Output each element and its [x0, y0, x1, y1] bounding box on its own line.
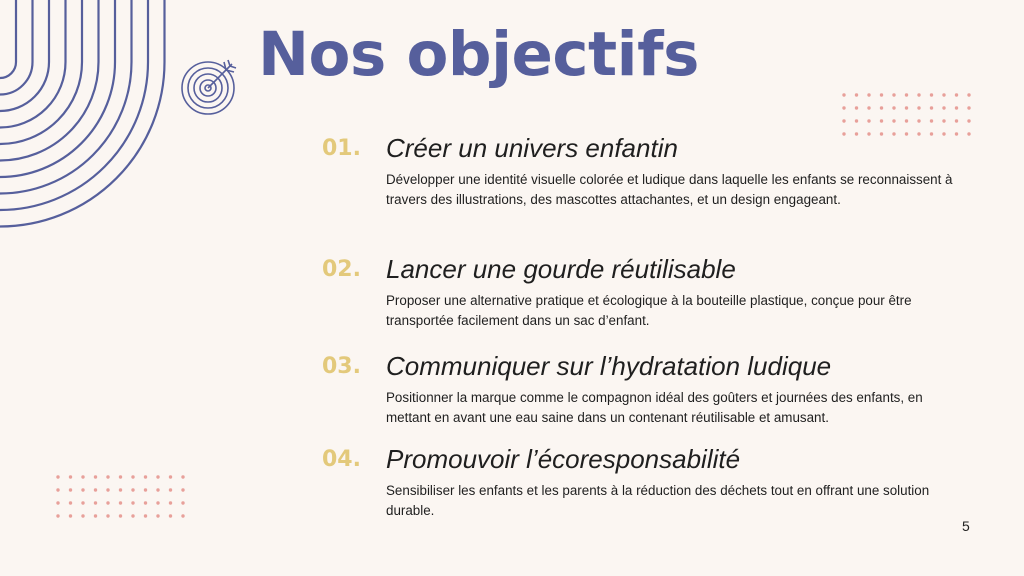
- slide-title: Nos objectifs: [258, 19, 699, 90]
- objective-number: 03.: [322, 354, 361, 379]
- objective-heading: Lancer une gourde réutilisable: [386, 254, 736, 284]
- objective-description: Développer une identité visuelle colorée et ludique dans laquelle les enfants se reconnaissent à travers des illustrations, des mascottes attachantes, et un design engageant.: [386, 172, 953, 207]
- objective-number: 04.: [322, 447, 361, 472]
- objective-description: Proposer une alternative pratique et écologique à la bouteille plastique, conçue pour être transportée facilement dans un sac d’enfant.: [386, 293, 912, 328]
- objective-heading: Communiquer sur l’hydratation ludique: [386, 351, 832, 381]
- objective-heading: Promouvoir l’écoresponsabilité: [386, 444, 741, 474]
- objective-heading: Créer un univers enfantin: [386, 133, 678, 163]
- dots-pattern-top-right: [840, 90, 975, 140]
- page-number: 5: [962, 518, 970, 534]
- objective-description: Sensibiliser les enfants et les parents à la réduction des déchets tout en offrant une solution durable.: [386, 483, 930, 518]
- objective-description: Positionner la marque comme le compagnon idéal des goûters et journées des enfants, en mettant en avant une eau saine dans un contenant réutilisable et amusant.: [386, 390, 923, 425]
- objective-number: 01.: [322, 136, 361, 161]
- target-arrow-icon: [180, 56, 240, 116]
- objective-number: 02.: [322, 257, 361, 282]
- dots-pattern-bottom-left: [54, 472, 189, 522]
- concentric-arcs-decoration: [0, 0, 175, 240]
